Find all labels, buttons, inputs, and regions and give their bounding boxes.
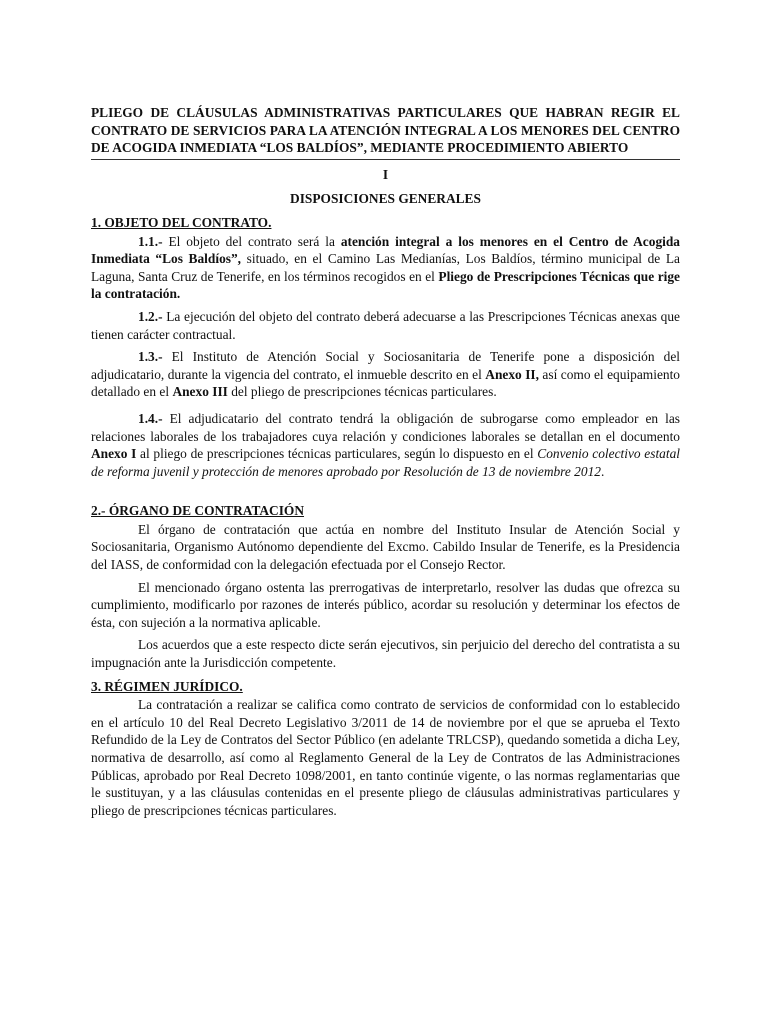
clause-text: así como el equipamiento detallado en el [91, 366, 680, 400]
clause-italic-text: Convenio colectivo estatal de reforma juvenil y protección de menores aprobado por Resolución de 13 de noviembre 2012 [91, 446, 681, 479]
clause-number: 1.4.- [138, 410, 163, 426]
clause-number: 1.2.- [138, 308, 163, 324]
clause-number: 1.1.- [138, 233, 163, 249]
clause-1-2 [91, 308, 680, 343]
section2-paragraph-1: El órgano de contratación que actúa en nombre del Instituto Insular de Atención Social y Sociosanitaria, Organismo Autónomo dependiente del Excmo. Cabildo Insular de Tenerife, es la Presidencia del IASS, de conformidad con la delegación efectuada por el Consejo Rector. [91, 521, 680, 573]
clause-bold-text: Anexo II, [485, 366, 539, 382]
clause-text: El adjudicatario del contrato tendrá la obligación de subrogarse como empleador en las relaciones laborales de los trabajadores cuya relación y condiciones laborales se detallan en el documento [91, 410, 680, 444]
document-title: PLIEGO DE CLÁUSULAS ADMINISTRATIVAS PARTICULARES QUE HABRAN REGIR EL CONTRATO DE SERVICIOS PARA LA ATENCIÓN INTEGRAL A LOS MENORES DEL CENTRO DE ACOGIDA INMEDIATA “LOS BALDÍOS”, MEDIANTE PROCEDIMIENTO ABIERTO [91, 104, 680, 160]
clause-text: . [600, 463, 605, 479]
section3-paragraph-1: La contratación a realizar se califica como contrato de servicios de conformidad con lo establecido en el artículo 10 del Real Decreto Legislativo 3/2011 de 14 de noviembre por el que se aprueba el Texto Refundido de la Ley de Contratos del Sector Público (en adelante TRLCSP), quedando sometida a dicha Ley, normativa de desarrollo, así como al Reglamento General de la Ley de Contratos de las Administraciones Públicas, aprobado por Real Decreto 1098/2001, en tanto continúe vigente, o las normas reglamentarias que le sustituyan, y a las cláusulas contenidas en el presente pliego de cláusulas administrativas particulares y pliego de prescripciones técnicas particulares. [91, 697, 680, 818]
section2-paragraph-2: El mencionado órgano ostenta las prerrogativas de interpretarlo, resolver las dudas que ofrezca su cumplimiento, modificarlo por razones de interés público, acordar su resolución y determinar los efectos de ésta, con sujeción a la normativa aplicable. [91, 579, 680, 630]
clause-text: El objeto del contrato será la [162, 233, 341, 249]
clause-bold-text: atención integral a los menores en el Centro de Acogida Inmediata “Los Baldíos”, [91, 233, 681, 267]
clause-text: al pliego de prescripciones técnicas particulares, según lo dispuesto en el [136, 446, 538, 462]
clause-1-1 [91, 233, 680, 303]
clause-text: situado, en el Camino Las Medianías, Los Baldíos, término municipal de La Laguna, Santa Cruz de Tenerife, en los términos recogidos en el [91, 251, 680, 284]
clause-text: La ejecución del objeto del contrato deberá adecuarse a las Prescripciones Técnicas anexas que tienen carácter contractual. [91, 308, 680, 342]
clause-bold-text: Pliego de Prescripciones Técnicas que rige la contratación. [91, 268, 681, 302]
clause-1-4 [91, 410, 680, 480]
clause-text: del pliego de prescripciones técnicas particulares. [227, 384, 497, 400]
clause-1-3 [91, 348, 680, 401]
section-heading-objeto: 1. OBJETO DEL CONTRATO. [91, 214, 272, 230]
section2-paragraph-3: Los acuerdos que a este respecto dicte serán ejecutivos, sin perjuicio del derecho del contratista a su impugnación ante la Jurisdicción competente. [91, 637, 680, 671]
part-title: DISPOSICIONES GENERALES [290, 191, 481, 207]
clause-number: 1.3.- [138, 349, 163, 365]
section-heading-organo: 2.- ÓRGANO DE CONTRATACIÓN [91, 503, 305, 519]
clause-bold-text: Anexo I [91, 446, 137, 462]
document-page [91, 104, 680, 819]
clause-text: El Instituto de Atención Social y Sociosanitaria de Tenerife pone a disposición del adjudicatario, durante la vigencia del contrato, el inmueble descrito en el [91, 349, 680, 382]
clause-bold-text: Anexo III [172, 384, 228, 400]
section-heading-regimen: 3. RÉGIMEN JURÍDICO. [91, 678, 243, 694]
part-number: I [382, 166, 389, 182]
